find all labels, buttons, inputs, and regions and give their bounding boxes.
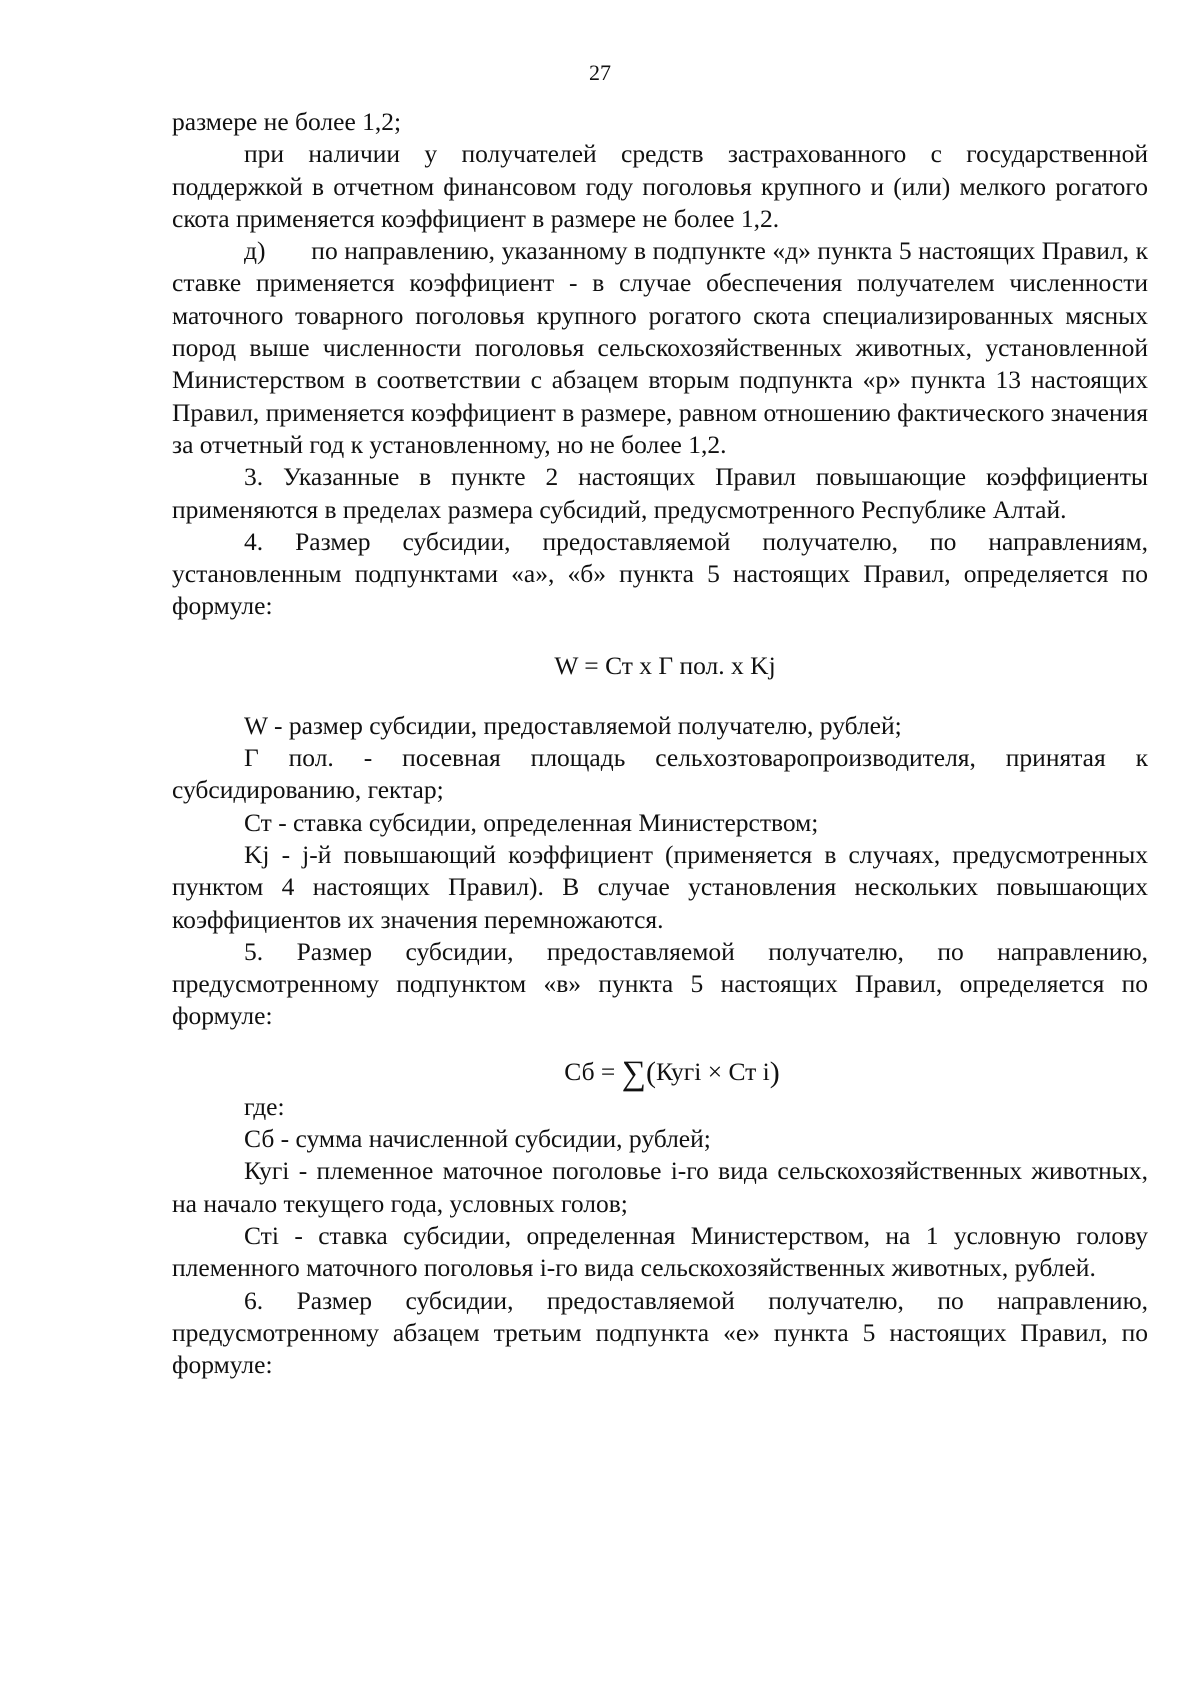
- paragraph: W - размер субсидии, предоставляемой получателю, рублей;: [244, 710, 902, 740]
- paragraph: Ст - ставка субсидии, определенная Министерством;: [244, 807, 819, 837]
- close-paren: ): [769, 1055, 780, 1089]
- paragraph: 4. Размер субсидии, предоставляемой получателю, по направлениям, установленным подпунктами «а», «б» пункта 5 настоящих Правил, определяется по формуле:: [172, 526, 1148, 621]
- text-block-a: [172, 106, 1148, 1381]
- paragraph: при наличии у получателей средств застрахованного с государственной поддержкой в отчетном финансовом году поголовья крупного и (или) мелкого рогатого скота применяется коэффициент в размере не более 1,2.: [172, 139, 1148, 233]
- spacer: [172, 682, 1148, 710]
- paragraph: Стi - ставка субсидии, определенная Министерством, на 1 условную голову племенного маточного поголовья i-го вида сельскохозяйственных животных, рублей.: [172, 1220, 1148, 1283]
- paragraph: Kj - j-й повышающий коэффициент (применяется в случаях, предусмотренных пунктом 4 настоящих Правил). В случае установления нескольких повышающих коэффициентов их значения перемножаются.: [172, 839, 1148, 934]
- paragraph: где:: [244, 1091, 285, 1121]
- paragraph: 5. Размер субсидии, предоставляемой получателю, по направлению, предусмотренному подпунктом «в» пункта 5 настоящих Правил, определяется по формуле:: [172, 936, 1148, 1031]
- paragraph: 3. Указанные в пункте 2 настоящих Правил повышающие коэффициенты применяются в пределах размера субсидий, предусмотренного Республике Алтай.: [172, 462, 1148, 524]
- formula-lhs: Сб =: [564, 1056, 616, 1086]
- paragraph: Сб - сумма начисленной субсидии, рублей;: [244, 1124, 711, 1154]
- formula-sb: [172, 1055, 1148, 1091]
- page-number: 27: [589, 60, 611, 85]
- formula-w: W = Ст х Г пол. х Kj: [554, 650, 776, 680]
- formula-body: Кугi × Ст i: [655, 1056, 770, 1086]
- open-paren: (: [645, 1055, 656, 1089]
- paragraph: Г пол. - посевная площадь сельхозтоваропроизводителя, принятая к субсидированию, гектар;: [172, 743, 1148, 805]
- paragraph: Кугi - племенное маточное поголовье i-го вида сельскохозяйственных животных, на начало текущего года, условных голов;: [172, 1156, 1148, 1218]
- paragraph: д) по направлению, указанному в подпункте «д» пункта 5 настоящих Правил, к ставке применяется коэффициент - в случае обеспечения получателем численности маточного товарного поголовья крупного рогатого скота специализированных мясных пород выше численности поголовья сельскохозяйственных животных, установленной Министерством в соответствии с абзацем вторым подпункта «р» пункта 13 настоящих Правил, применяется коэффициент в размере, равном отношению фактического значения за отчетный год к установленному, но не более 1,2.: [172, 236, 1148, 459]
- paragraph: 6. Размер субсидии, предоставляемой получателю, по направлению, предусмотренному абзацем третьим подпункта «е» пункта 5 настоящих Правил, по формуле:: [172, 1285, 1148, 1380]
- paragraph: размере не более 1,2;: [172, 107, 402, 136]
- sigma-symbol: ∑: [621, 1054, 646, 1092]
